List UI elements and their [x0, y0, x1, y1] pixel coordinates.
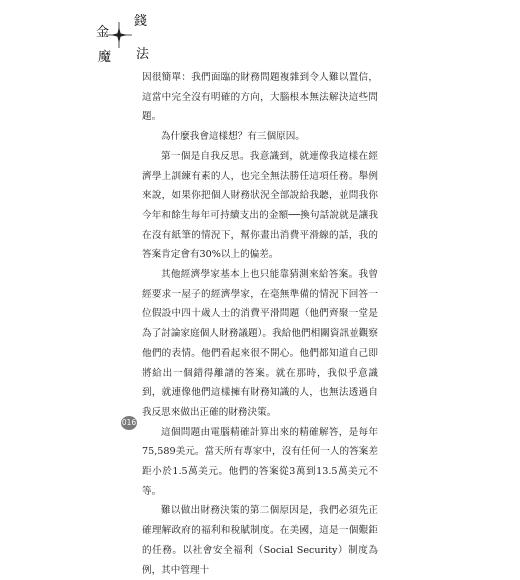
paragraph-continued: 因很簡單：我們面臨的財務問題複雜到令人難以置信，這當中完全沒有明確的方向，大腦根本無法解決這些問題。	[142, 72, 378, 123]
book-series-logo	[94, 10, 154, 66]
paragraph: 這個問題由電腦精確計算出來的精確解答，是每年75,589美元。當天所有專家中，沒有任何一人的答案差距小於1.5萬美元。他們的答案從3萬到13.5萬美元不等。	[142, 426, 378, 497]
logo-char: 法	[136, 47, 150, 62]
paragraph: 為什麼我會這樣想？有三個原因。	[161, 131, 305, 143]
logo-char: 錢	[134, 14, 148, 29]
paragraph: 難以做出財務決策的第二個原因是，我們必須先正確理解政府的福利和稅賦制度。在美國，這是一個艱鉅的任務。以社會安全福利（Social Security）制度為例，其中管理十	[142, 505, 378, 576]
sparkle-icon	[106, 22, 132, 48]
page-body	[142, 68, 378, 580]
paragraph: 其他經濟學家基本上也只能靠猜測來給答案。我曾經要求一屋子的經濟學家，在毫無準備的情況下回答一位假設中四十歲人士的消費平滑問題（他們齊聚一堂是為了討論家庭個人財務議題）。我給他們相關資訊並觀察他們的表情。他們看起來很不開心。他們都知道自己即將給出一個錯得離譜的答案。就在那時，我似乎意識到，就連像他們這樣擁有財務知識的人，也無法透過自我反思來做出正確的財務決策。	[142, 269, 378, 418]
paragraph: 第一個是自我反思。我意識到，就連像我這樣在經濟學上訓練有素的人，也完全無法勝任這項任務。舉例來說，如果你把個人財務狀況全部說給我聽，並問我你今年和餘生每年可持續支出的金額──換句話說就是讓我在沒有紙筆的情況下，幫你畫出消費平滑線的話，我的答案肯定會有30%以上的偏差。	[142, 150, 378, 261]
page-number: 016	[121, 416, 137, 430]
logo-char: 魔	[98, 50, 112, 65]
logo-char: 金	[96, 25, 110, 40]
